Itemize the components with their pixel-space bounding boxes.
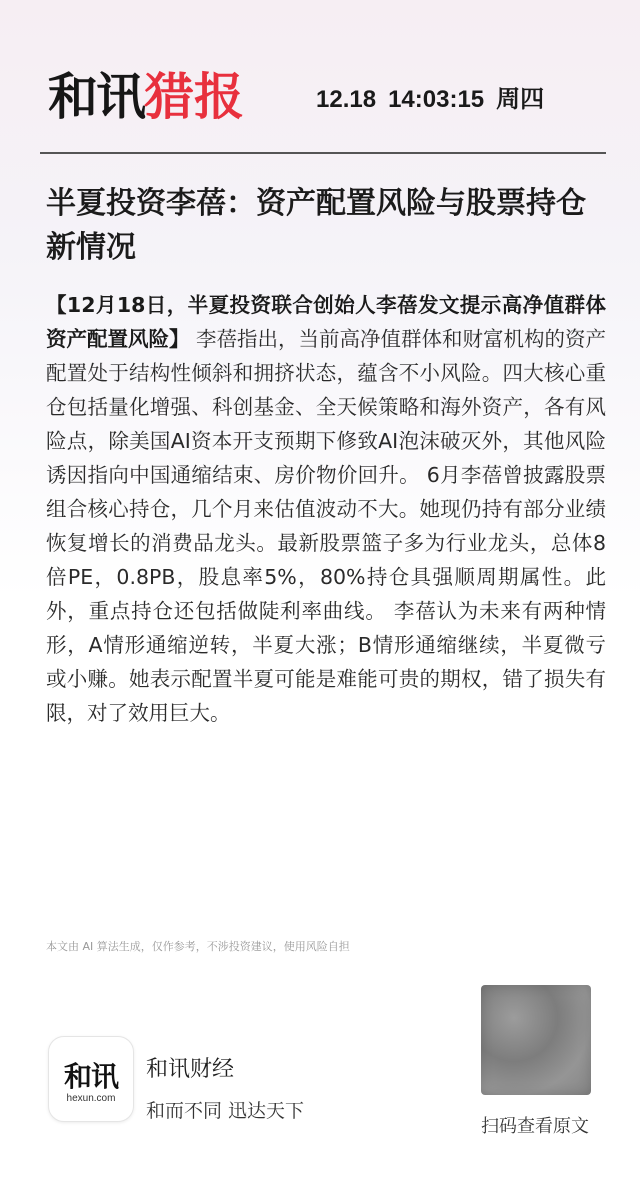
article-text: 李蓓指出，当前高净值群体和财富机构的资产配置处于结构性倾斜和拥挤状态，蕴含不小风险。四大核心重仓包括量化增强、科创基金、全天候策略和海外资产，各有风险点，除美国AI资本开支预期下修致AI泡沫破灭外，其他风险诱因指向中国通缩结束、房价物价回升。 6月李蓓曾披露股票组合核心持仓，几个月来估值波动不大。她现仍持有部分业绩恢复增长的消费品龙头。最新股票篮子多为行业龙头，总体8倍PE，0.8PB，股息率5%，80%持仓具强顺周期属性。此外，重点持仓还包括做陡利率曲线。 李蓓认为未来有两种情形，A情形通缩逆转，半夏大涨；B情形通缩继续，半夏微亏或小赚。她表示配置半夏可能是难能可贵的期权，错了损失有限，对了效用巨大。 (46, 327, 607, 725)
publish-weekday: 周四 (496, 86, 545, 113)
logo-domain: hexun.com (66, 1093, 116, 1104)
qr-code[interactable] (481, 985, 591, 1095)
article-title: 半夏投资李蓓：资产配置风险与股票持仓新情况 (46, 186, 586, 265)
article-lead: 【12月18日，半夏投资联合创始人李蓓发文提示高净值群体资产配置风险】 (46, 293, 606, 351)
qr-label: 扫码查看原文 (481, 1116, 589, 1137)
brand-name: 和讯财经 (146, 1057, 235, 1082)
ai-disclaimer: 本文由 AI 算法生成，仅作参考，不涉投资建议，使用风险自担 (46, 940, 350, 953)
logo-mark: 和讯 (63, 1060, 118, 1093)
header-divider (40, 152, 606, 154)
publish-date: 12.18 (316, 86, 377, 113)
publish-time: 14:03:15 (388, 86, 485, 113)
brand-slogan: 和而不同 迅达天下 (146, 1100, 305, 1122)
logo-hexun-text: 和讯 (48, 68, 144, 126)
hexun-app-logo (48, 1036, 134, 1122)
article-body (46, 288, 606, 730)
publish-datetime (316, 84, 556, 116)
hexun-liebao-logo (48, 62, 244, 132)
header (48, 62, 608, 132)
logo-liebao-text: 猎报 (144, 68, 244, 126)
